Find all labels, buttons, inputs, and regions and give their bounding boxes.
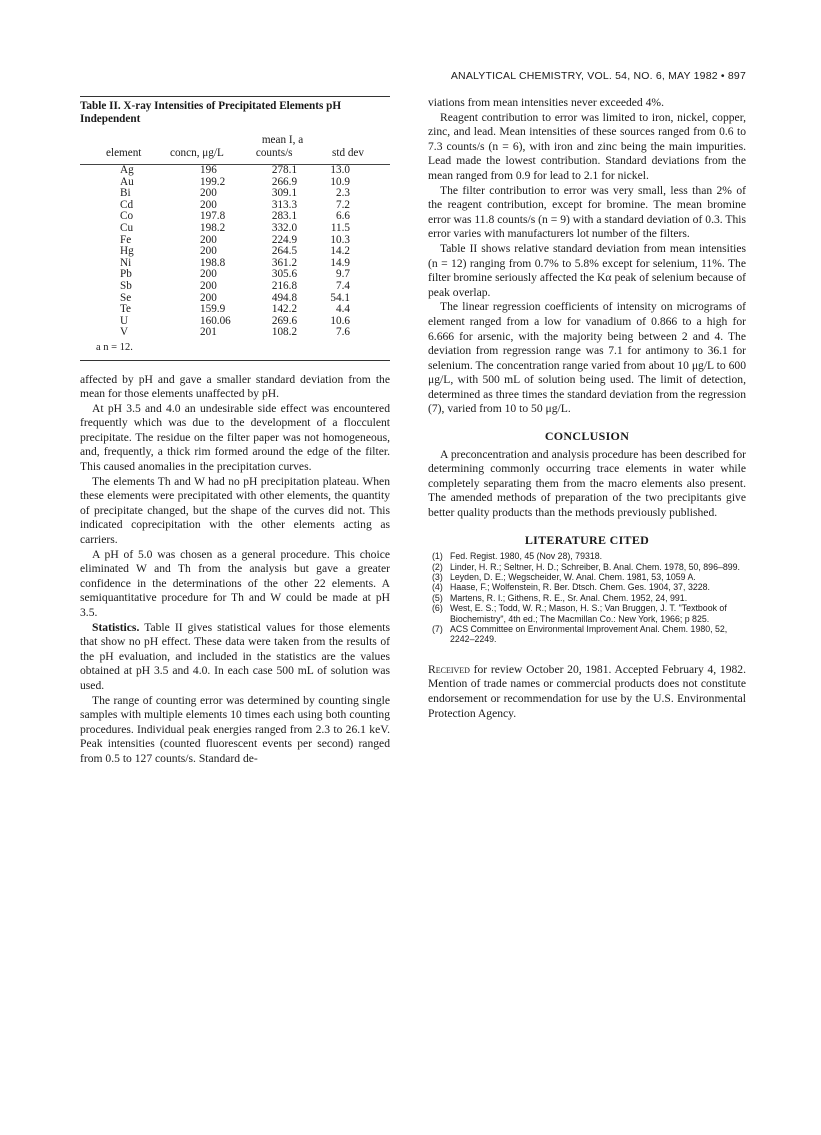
mean-cell: 216.8 xyxy=(271,279,298,292)
table-row xyxy=(80,165,390,177)
mean-cell: 224.9 xyxy=(271,233,298,246)
mean-cell: 283.1 xyxy=(271,210,298,223)
reference-number: (4) xyxy=(432,582,443,593)
left-column xyxy=(80,96,390,767)
element-cell: Sb xyxy=(120,279,132,292)
mean-cell: 361.2 xyxy=(271,256,298,269)
table-footnote: a n = 12. xyxy=(96,341,133,353)
mean-cell: 266.9 xyxy=(271,175,298,188)
reference-text: Fed. Regist. 1980, 45 (Nov 28), 79318. xyxy=(450,551,603,562)
element-cell: Se xyxy=(120,291,132,304)
reference-text: ACS Committee on Environmental Improvement Anal. Chem. 1980, 52, 2242–2249. xyxy=(450,624,728,645)
stddev-cell: 2.3 xyxy=(336,187,350,200)
element-cell: Ag xyxy=(120,164,134,176)
stddev-cell: 14.2 xyxy=(330,245,350,258)
reference-number: (7) xyxy=(432,624,443,635)
element-cell: V xyxy=(120,326,129,339)
right-paragraph: Table II shows relative standard deviation from mean intensities (n = 12) ranging from 0.7% to 5.8% except for selenium, 11%. The filter bromine seriously affected the Kα peak of selenium because of peak overlap. xyxy=(428,241,746,299)
table-row xyxy=(80,304,390,316)
stddev-cell: 9.7 xyxy=(336,268,350,281)
stddev-cell: 54.1 xyxy=(330,291,350,304)
left-paragraph: The range of counting error was determined by counting single samples with multiple elements 10 times each using both counting procedures. Individual peak energies ranged from 2.3 to 26.1 keV. Peak intensities (counted fluorescent events per second) ranged from 0.5 to 127 counts/s. Standard de- xyxy=(80,693,390,765)
element-cell: Fe xyxy=(120,233,132,246)
element-cell: Bi xyxy=(120,187,131,200)
col-header-mean xyxy=(246,134,317,160)
element-cell: Co xyxy=(120,210,134,223)
concn-cell: 200 xyxy=(200,187,217,200)
reference-item xyxy=(428,562,746,572)
statistics-run-in-head: Statistics. xyxy=(92,620,140,634)
table-row xyxy=(80,327,390,339)
stddev-cell: 7.6 xyxy=(336,326,350,339)
mean-cell: 313.3 xyxy=(271,198,298,211)
col-header-stddev: std dev xyxy=(331,147,364,159)
mean-cell: 332.0 xyxy=(271,221,298,234)
table-bottom-rule xyxy=(80,360,390,361)
table-row xyxy=(80,246,390,258)
concn-cell: 159.9 xyxy=(200,303,226,316)
statistics-paragraph xyxy=(80,621,390,694)
col-header-concn: concn, μg/L xyxy=(170,147,224,159)
stddev-cell: 13.0 xyxy=(330,164,350,176)
concn-cell: 200 xyxy=(200,233,217,246)
stddev-cell: 7.4 xyxy=(336,279,350,292)
col-header-mean-line2: counts/s xyxy=(255,147,293,159)
stddev-cell: 14.9 xyxy=(330,256,350,269)
right-paragraph: viations from mean intensities never exceeded 4%. xyxy=(428,96,664,109)
left-paragraph: At pH 3.5 and 4.0 an undesirable side effect was encountered frequently which was due to the development of a flocculent precipitate. The residue on the filter paper was not homogeneous, and, frequently, a thick rim formed around the edge of the filter. This caused anomalies in the precipitation curves. xyxy=(80,401,390,474)
concn-cell: 200 xyxy=(200,245,217,258)
element-cell: Pb xyxy=(120,268,132,281)
concn-cell: 198.2 xyxy=(200,221,226,234)
left-paragraph: affected by pH and gave a smaller standard deviation from the mean for those elements unaffected by pH. xyxy=(80,372,390,401)
stddev-cell: 6.6 xyxy=(336,210,350,223)
element-cell: Te xyxy=(120,303,132,316)
data-table xyxy=(80,134,390,339)
reference-text: Linder, H. R.; Seltner, H. D.; Schreiber, B. Anal. Chem. 1978, 50, 896–899. xyxy=(450,561,740,572)
reference-item xyxy=(428,624,746,645)
element-cell: U xyxy=(120,314,129,327)
stddev-cell: 10.6 xyxy=(330,314,350,327)
table-title: Table II. X-ray Intensities of Precipitated Elements pH Independent xyxy=(80,100,342,125)
concn-cell: 197.8 xyxy=(200,210,226,223)
element-cell: Cu xyxy=(120,221,134,234)
element-cell: Au xyxy=(120,175,134,188)
stddev-cell: 4.4 xyxy=(336,303,350,316)
table-top-rule xyxy=(80,96,390,97)
mean-cell: 494.8 xyxy=(271,291,298,304)
stddev-cell: 7.2 xyxy=(336,198,350,211)
table-body xyxy=(80,165,390,339)
mean-cell: 278.1 xyxy=(271,164,298,176)
statistics-body: Table II gives statistical values for those elements that show no pH effect. These data were taken from the results of the pH evaluation, and included in the statistics are the values obtained at pH 3.5 and 4.0. In each case 500 mL of solution was used. xyxy=(80,620,390,692)
received-note xyxy=(428,663,746,721)
left-paragraph: The elements Th and W had no pH precipitation plateau. When these elements were precipitated with other elements, the quantity of precipitate changed, but the shape of the curves did not. This indicated coprecipitation with the other elements acting as carriers. xyxy=(80,474,390,547)
element-cell: Hg xyxy=(120,245,134,258)
table-row xyxy=(80,281,390,293)
reference-text: West, E. S.; Todd, W. R.; Mason, H. S.; Van Bruggen, J. T. "Textbook of Biochemistry", 4th ed.; The Macmillan Co.: New York, 1966; p 825. xyxy=(450,603,727,624)
right-paragraph: Reagent contribution to error was limited to iron, nickel, copper, zinc, and lead. Mean intensities of these sources ranged from 0.6 to 7.3 counts/s (n = 6), with iron and zinc being the main impurities. Lead made the lowest contribution. Standard deviations from the mean ranged from 0.9 for lead to 2.1 for nickel. xyxy=(428,110,746,182)
mean-cell: 142.2 xyxy=(271,303,298,316)
reference-text: Haase, F.; Wolfenstein, R. Ber. Dtsch. Chem. Ges. 1904, 37, 3228. xyxy=(450,582,710,593)
concn-cell: 196 xyxy=(200,164,217,176)
concn-cell: 200 xyxy=(200,198,217,211)
right-paragraph: The filter contribution to error was very small, less than 2% of the reagent contribution, except for bromine. The mean bromine error was 11.8 counts/s (n = 9) with a standard deviation of 0.3. This error varies with manufacturers lot number of the filters. xyxy=(428,183,746,241)
concn-cell: 200 xyxy=(200,268,217,281)
reference-text: Leyden, D. E.; Wegscheider, W. Anal. Chem. 1981, 53, 1059 A. xyxy=(450,572,696,583)
reference-number: (2) xyxy=(432,561,443,572)
left-paragraph: A pH of 5.0 was chosen as a general procedure. This choice eliminated W and Th from the analysis but gave a greater confidence in the determinations of the other 22 elements. A semiquantitative procedure for Th and W could be made at pH 3.5. xyxy=(80,547,390,619)
reference-number: (5) xyxy=(432,592,443,603)
reference-number: (6) xyxy=(432,603,443,614)
reference-item xyxy=(428,582,746,592)
concn-cell: 200 xyxy=(200,291,217,304)
right-column xyxy=(428,96,746,721)
reference-item xyxy=(428,551,746,561)
received-body: for review October 20, 1981. Accepted February 4, 1982. Mention of trade names or commercial products does not constitute endorsement or recommendation for use by the U.S. Environmental Protection Agency. xyxy=(428,662,746,720)
mean-cell: 305.6 xyxy=(271,268,298,281)
conclusion-paragraph: A preconcentration and analysis procedure has been described for determining commonly occurring trace elements in water while completely separating them from the macro elements also present. The amended methods of preparation of the two precipitants give better quality products than the methods previously published. xyxy=(428,447,746,520)
reference-item xyxy=(428,603,746,624)
reference-list xyxy=(428,551,746,645)
reference-number: (1) xyxy=(432,551,443,562)
mean-cell: 269.6 xyxy=(271,314,298,327)
right-paragraph: The linear regression coefficients of intensity on micrograms of element ranged from a low for vanadium of 0.866 to a high for 6.666 for arsenic, with the majority being between 2 and 4. The deviation from regression range was 7.1 for antimony to 36.1 for selenium. The concentration range varied from about 10 μg/L to 600 μg/L, with 500 mL of solution being used. The limit of detection, determined as three times the standard deviation from the regression (7), varied from 10 to 50 μg/L. xyxy=(428,300,746,416)
mean-cell: 309.1 xyxy=(271,187,298,200)
table-row xyxy=(80,223,390,235)
mean-cell: 264.5 xyxy=(271,245,298,258)
reference-number: (3) xyxy=(432,572,443,583)
reference-text: Martens, R. I.; Githens, R. E., Sr. Anal. Chem. 1952, 24, 991. xyxy=(450,592,688,603)
running-head: ANALYTICAL CHEMISTRY, VOL. 54, NO. 6, MAY 1982 • 897 xyxy=(450,70,746,82)
stddev-cell: 11.5 xyxy=(330,221,350,234)
literature-cited-heading: LITERATURE CITED xyxy=(524,532,650,547)
concn-cell: 201 xyxy=(200,326,217,339)
col-header-element: element xyxy=(106,147,142,159)
reference-item xyxy=(428,572,746,582)
concn-cell: 198.8 xyxy=(200,256,226,269)
concn-cell: 200 xyxy=(200,279,217,292)
concn-cell: 199.2 xyxy=(200,175,226,188)
element-cell: Ni xyxy=(120,256,132,269)
received-label: Received xyxy=(428,662,470,676)
reference-item xyxy=(428,593,746,603)
stddev-cell: 10.3 xyxy=(330,233,350,246)
element-cell: Cd xyxy=(120,198,134,211)
concn-cell: 160.06 xyxy=(200,314,231,327)
col-header-mean-line1: mean I, a xyxy=(261,134,304,146)
table-header-row xyxy=(80,134,390,160)
stddev-cell: 10.9 xyxy=(330,175,350,188)
conclusion-heading: CONCLUSION xyxy=(544,429,630,444)
mean-cell: 108.2 xyxy=(271,326,298,339)
